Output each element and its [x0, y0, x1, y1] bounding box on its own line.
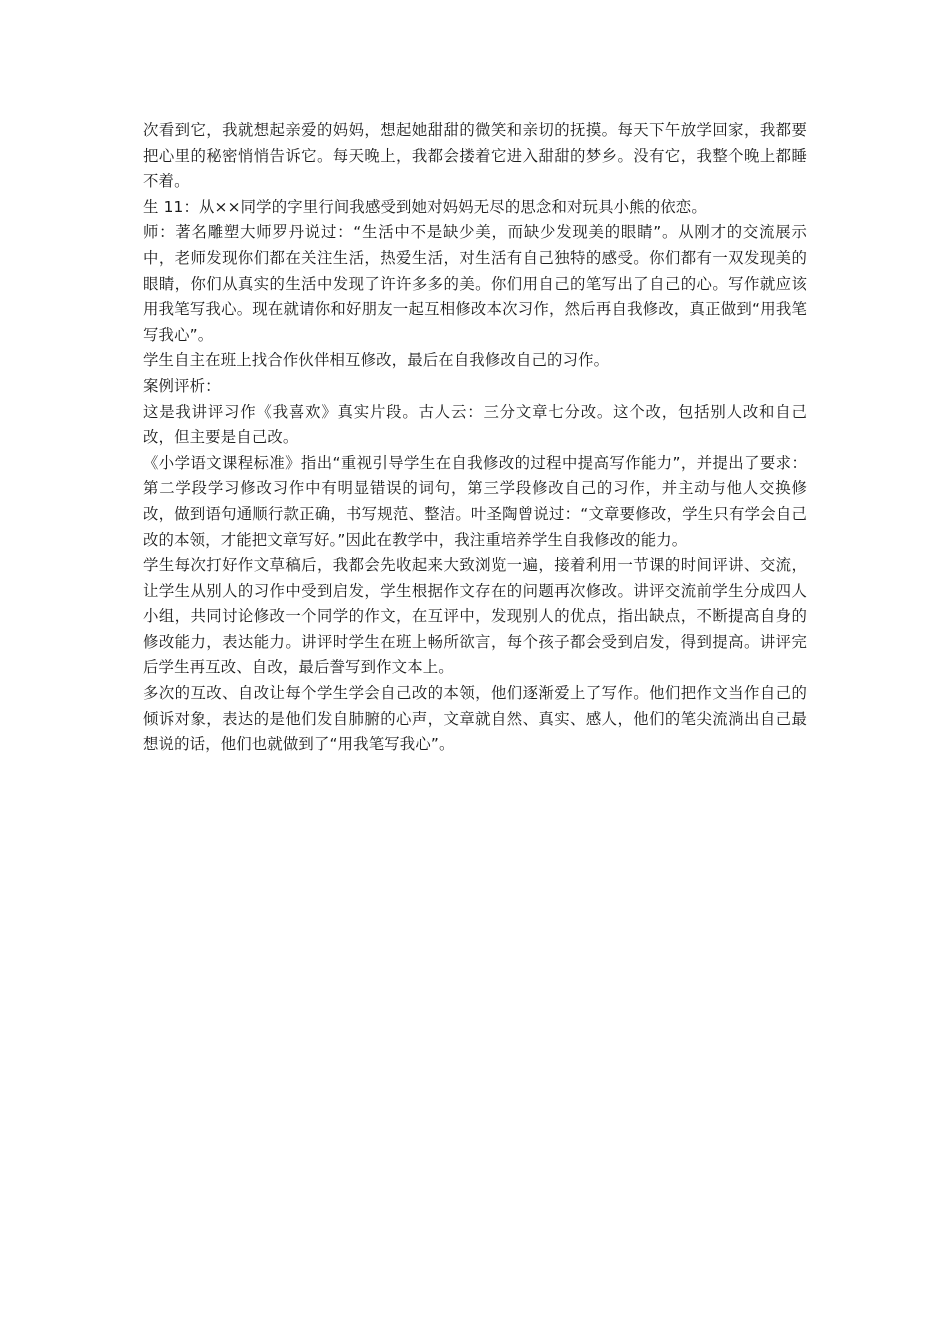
- paragraph-student-11: 生 11：从××同学的字里行间我感受到她对妈妈无尽的思念和对玩具小熊的依恋。: [143, 197, 707, 216]
- section-heading-case-analysis: 案例评析：: [143, 376, 221, 395]
- document-page: [143, 118, 807, 758]
- paragraph-process: 学生每次打好作文草稿后，我都会先收起来大致浏览一遍，接着利用一节课的时间评讲、交流，让学生从别人的习作中受到启发，学生根据作文存在的问题再次修改。讲评交流前学生分成四人小组，共同讨论修改一个同学的作文，在互评中，发现别人的优点，指出缺点，不断提高自身的修改能力，表达能力。讲评时学生在班上畅所欲言，每个孩子都会受到启发，得到提高。讲评完后学生再互改、自改，最后誊写到作文本上。: [143, 556, 807, 677]
- paragraph-conclusion: 多次的互改、自改让每个学生学会自己改的本领，他们逐渐爱上了写作。他们把作文当作自己的倾诉对象，表达的是他们发自肺腑的心声，文章就自然、真实、感人，他们的笔尖流淌出自己最想说的话，他们也就做到了“用我笔写我心”。: [143, 684, 807, 754]
- paragraph-analysis-intro: 这是我讲评习作《我喜欢》真实片段。古人云：三分文章七分改。这个改，包括别人改和自己改，但主要是自己改。: [143, 402, 807, 447]
- paragraph-curriculum-standard: 《小学语文课程标准》指出“重视引导学生在自我修改的过程中提高写作能力”，并提出了要求：第二学段学习修改习作中有明显错误的词句，第三学段修改自己的习作，并主动与他人交换修改，做到语句通顺行款正确，书写规范、整洁。叶圣陶曾说过：“文章要修改，学生只有学会自己改的本领，才能把文章写好。”因此在教学中，我注重培养学生自我修改的能力。: [143, 453, 807, 549]
- paragraph-peer-revision: 学生自主在班上找合作伙伴相互修改，最后在自我修改自己的习作。: [143, 351, 610, 370]
- paragraph-teacher: 师：著名雕塑大师罗丹说过：“生活中不是缺少美，而缺少发现美的眼睛”。从刚才的交流展示中，老师发现你们都在关注生活，热爱生活，对生活有自己独特的感受。你们都有一双发现美的眼睛，你们从真实的生活中发现了许许多多的美。你们用自己的笔写出了自己的心。写作就应该用我笔写我心。现在就请你和好朋友一起互相修改本次习作，然后再自我修改，真正做到“用我笔写我心”。: [143, 223, 807, 344]
- paragraph-continuation: 次看到它，我就想起亲爱的妈妈，想起她甜甜的微笑和亲切的抚摸。每天下午放学回家，我都要把心里的秘密悄悄告诉它。每天晚上，我都会搂着它进入甜甜的梦乡。没有它，我整个晚上都睡不着。: [143, 121, 807, 191]
